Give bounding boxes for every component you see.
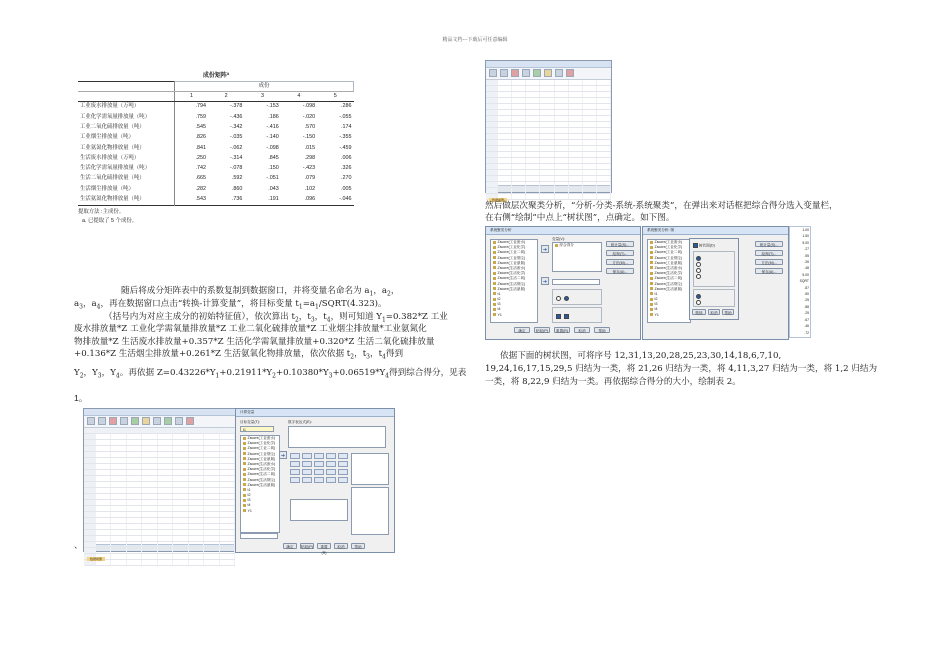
- matrix-cell: .043: [268, 185, 279, 192]
- variable-list-item[interactable]: t3: [648, 302, 690, 307]
- variable-list-item[interactable]: Zscore(生活化学): [648, 271, 690, 276]
- variable-list-item[interactable]: Zscore(生活氨氮): [648, 287, 690, 292]
- keypad-key[interactable]: [302, 469, 312, 475]
- matrix-cell: .298: [304, 154, 316, 161]
- matrix-cell: .186: [268, 113, 279, 120]
- matrix-cell: -.062: [230, 144, 243, 151]
- cluster-paste-button[interactable]: 粘贴(P): [534, 327, 550, 333]
- data-view-tab[interactable]: 数据视图: [87, 557, 105, 561]
- matrix-col-header: 3: [244, 92, 280, 102]
- variable-list-item[interactable]: Y1: [491, 313, 537, 318]
- keypad-key[interactable]: [326, 477, 336, 483]
- variable-list-item[interactable]: Zscore(工业烟尘): [491, 256, 537, 261]
- matrix-row-label: 工业二氧化硫排放量（吨）: [78, 123, 175, 133]
- keypad-key[interactable]: [302, 477, 312, 483]
- keypad-key[interactable]: [326, 469, 336, 475]
- variable-list-item[interactable]: Zscore(生活废水): [241, 462, 279, 467]
- variable-list-item[interactable]: Zscore(工业废水): [648, 240, 690, 245]
- variable-list-item[interactable]: Zscore(工业烟尘): [241, 452, 279, 457]
- paste-button[interactable]: 粘贴(P): [301, 545, 313, 549]
- side-number: .27: [804, 247, 809, 252]
- matrix-note-method: 提取方法 :主成份。: [78, 208, 125, 215]
- weight-icon[interactable]: [175, 417, 183, 425]
- expression-label: 数字表达式(E):: [288, 420, 312, 424]
- dendrogram-checkbox[interactable]: [693, 243, 698, 248]
- matrix-cell: .543: [195, 196, 206, 203]
- goto-icon-right[interactable]: [533, 69, 541, 77]
- data-grid-right[interactable]: [486, 80, 611, 185]
- keypad-key[interactable]: [314, 461, 324, 467]
- variable-list-item[interactable]: t4: [491, 307, 537, 312]
- paragraph-formula-line2: 废水排放量*Z 工业化学需氧量排放量*Z 工业二氧化硫排放量*Z 工业烟尘排放量*工业氨氮化: [74, 324, 427, 334]
- matrix-row: [78, 123, 354, 133]
- keypad-key[interactable]: [326, 461, 336, 467]
- variable-list-item[interactable]: Zscore(工业废水): [241, 436, 279, 441]
- matrix-row-label: 生活二氧化硫排放量（吨）: [78, 174, 175, 184]
- matrix-cell: .742: [195, 165, 206, 172]
- matrix-cell: -.423: [302, 165, 316, 172]
- matrix-cell: .826: [195, 134, 206, 141]
- keypad-key[interactable]: [314, 453, 324, 459]
- cluster-reset-button[interactable]: 重置(R): [555, 329, 569, 333]
- matrix-group-header: 成份: [175, 82, 354, 92]
- variable-list-item[interactable]: Zscore(生活烟尘): [491, 282, 537, 287]
- matrix-cell: .079: [304, 175, 316, 182]
- component-matrix: [78, 70, 354, 226]
- compute-variable-dialog: [235, 408, 395, 553]
- variable-list-item[interactable]: Y1: [241, 509, 279, 514]
- side-number: .87: [804, 285, 809, 290]
- variable-list-item[interactable]: Zscore(工业二氧): [241, 446, 279, 451]
- keypad-key[interactable]: [290, 469, 300, 475]
- variable-list-item[interactable]: Zscore(生活废水): [648, 266, 690, 271]
- side-number: 5.00: [802, 240, 809, 245]
- cluster-plots-dialog: [642, 226, 789, 340]
- matrix-cell: -.314: [230, 154, 243, 161]
- orientation-group: [693, 289, 735, 307]
- matrix-cell: -.078: [230, 165, 243, 172]
- matrix-cell: .860: [231, 185, 243, 192]
- paragraph-cluster-line2: 在右侧“绘制”中点上“树状图”，点确定。如下图。: [485, 213, 675, 223]
- variable-list-item[interactable]: Zscore(工业烟尘): [648, 256, 690, 261]
- stray-mark: 、: [74, 541, 83, 551]
- keypad-key[interactable]: [302, 461, 312, 467]
- variable-list-item[interactable]: Zscore(工业二氧): [491, 250, 537, 255]
- save-button[interactable]: 保存(A)...: [606, 268, 634, 274]
- variable-list-item[interactable]: t1: [648, 292, 690, 297]
- matrix-cell: -.035: [230, 134, 243, 141]
- matrix-row-label: 生活烟尘排放量（吨）: [78, 184, 175, 194]
- compute-dialog-title: 计算变量: [236, 409, 394, 417]
- matrix-row-label: 工业烟尘排放量（吨）: [78, 133, 175, 143]
- spss-data-window-right: [485, 60, 612, 202]
- paragraph-dendrogram-line1: 依据下面的树状图，可将序号 12,31,13,20,28,25,23,30,14,18,6,7,10,: [500, 351, 782, 361]
- side-number: .67: [804, 317, 809, 322]
- side-number: .50: [804, 292, 809, 297]
- matrix-cell: .096: [304, 196, 316, 203]
- matrix-cell: .794: [195, 103, 206, 110]
- matrix-row: [78, 143, 354, 153]
- matrix-cell: .250: [195, 154, 206, 161]
- variable-list-item[interactable]: Zscore(生活二氧): [241, 472, 279, 477]
- find-icon-right[interactable]: [555, 69, 563, 77]
- matrix-cell: .102: [304, 185, 316, 192]
- variable-list-item[interactable]: Zscore(工业氨氮): [241, 457, 279, 462]
- label-cases-field[interactable]: [552, 279, 600, 285]
- variable-list-item[interactable]: Zscore(工业氨氮): [491, 261, 537, 266]
- keypad-key[interactable]: [338, 469, 348, 475]
- variable-list-item[interactable]: Zscore(生活废水): [491, 266, 537, 271]
- keypad-key[interactable]: [338, 453, 348, 459]
- matrix-row: [78, 153, 354, 163]
- side-number: .46: [804, 324, 809, 329]
- matrix-cell: -.055: [339, 113, 352, 120]
- variable-list-item[interactable]: Zscore(工业废水): [491, 240, 537, 245]
- paragraph-formula-line1: （括号内为对应主成分的初始特征值），依次算出 $t_2$，$t_3$，$t_4$，则可知道 $Y_1=0.382*Z$ 工业: [104, 312, 448, 324]
- matrix-row: [78, 112, 354, 122]
- variable-list-item[interactable]: Zscore(生活二氧): [648, 276, 690, 281]
- display-group: [552, 307, 602, 323]
- move-to-label-icon[interactable]: ➜: [542, 279, 548, 285]
- undo-icon[interactable]: [120, 417, 128, 425]
- cluster-help-button[interactable]: 帮助: [594, 327, 610, 333]
- data-view-tab-right[interactable]: 数据视图: [489, 198, 507, 202]
- grid-row[interactable]: [84, 560, 235, 566]
- paragraph-cluster-line1: 然后做层次聚类分析，“分析-分类-系统-系统聚类”，在弹出来对话框把综合得分选入变量栏，: [485, 201, 838, 211]
- keypad-key[interactable]: [338, 461, 348, 467]
- matrix-row: [78, 195, 354, 206]
- matrix-cell: -.342: [230, 123, 243, 130]
- matrix-cell: .005: [341, 185, 352, 192]
- side-number: 1.50: [802, 234, 809, 239]
- side-number: .88: [804, 304, 809, 309]
- print-icon[interactable]: [109, 417, 117, 425]
- print-icon-right[interactable]: [511, 69, 519, 77]
- matrix-cell: .326: [341, 165, 352, 172]
- dendrogram-label: 树状图(D): [699, 243, 715, 248]
- background-grid-column: [789, 226, 811, 338]
- matrix-cell: .006: [341, 154, 352, 161]
- keypad-key[interactable]: [314, 469, 324, 475]
- save-button-bg: 保存(A)...: [755, 268, 783, 274]
- help-button[interactable]: 帮助: [351, 543, 365, 549]
- variable-list-item[interactable]: t1: [491, 292, 537, 297]
- variable-list-item[interactable]: Zscore(生活化学): [491, 271, 537, 276]
- variable-list-item[interactable]: Zscore(生活氨氮): [491, 287, 537, 292]
- variable-list-item[interactable]: Zscore(工业氨氮): [648, 261, 690, 266]
- matrix-cell: -.051: [266, 175, 279, 182]
- variable-list-item[interactable]: Zscore(生活化学): [241, 467, 279, 472]
- matrix-title: 成份矩阵ª: [202, 73, 230, 79]
- plots-cancel-button[interactable]: 取消: [708, 309, 720, 315]
- reset-button[interactable]: 重置(R): [317, 543, 331, 549]
- plots-button-bg: 绘制(T)...: [755, 250, 783, 256]
- variable-list-item[interactable]: Zscore(工业二氧): [648, 250, 690, 255]
- keypad-key[interactable]: [326, 453, 336, 459]
- plots-dialog-title: 系统聚类分析: 图: [643, 227, 788, 235]
- data-grid[interactable]: [84, 428, 235, 544]
- cluster-dialog-title: 系统聚类分析: [486, 227, 640, 235]
- side-number: .55: [804, 253, 809, 258]
- move-arrow-icon[interactable]: ➜: [280, 453, 286, 459]
- variable-list-item[interactable]: t3: [241, 498, 279, 503]
- spss-data-window: [83, 408, 236, 561]
- matrix-cell: -.046: [339, 196, 352, 203]
- matrix-row: [78, 102, 354, 113]
- undo-icon-right[interactable]: [522, 69, 530, 77]
- matrix-cell: .570: [304, 123, 316, 130]
- variables-icon-right[interactable]: [544, 69, 552, 77]
- paragraph-dendrogram-line3: 一类，将 8,22,9 归结为一类。再依据综合得分的大小，绘制表 2。: [485, 377, 741, 387]
- method-button[interactable]: 方法(M)...: [606, 259, 634, 265]
- paragraph-dendrogram-line2: 19,24,16,17,15,29,5 归结为一类，将 21,26 归结为一类，将 4,11,3,27 归结为一类，将 1,2 归结为: [485, 364, 878, 374]
- matrix-cell: .191: [268, 196, 279, 203]
- continue-button[interactable]: 继续: [692, 309, 706, 315]
- keypad-key[interactable]: [314, 477, 324, 483]
- matrix-cell: -.020: [302, 113, 316, 120]
- variable-list-item[interactable]: Zscore(生活氨氮): [241, 483, 279, 488]
- matrix-cell: .665: [195, 175, 206, 182]
- side-number: .25: [804, 311, 809, 316]
- matrix-cell: .286: [341, 103, 352, 110]
- matrix-row: [78, 174, 354, 184]
- matrix-row-label: 生活废水排放量（万吨）: [78, 153, 175, 163]
- paragraph-formula-line3: 物排放量*Z 生活废水排放量+0.357*Z 生活化学需氧量排放量+0.320*Z 生活二氧化硫排放量: [74, 337, 435, 347]
- matrix-cell: -.098: [266, 144, 279, 151]
- function-description: [290, 499, 348, 521]
- save-icon-right[interactable]: [500, 69, 508, 77]
- matrix-row-label: 生活氨氮化物排放量（吨）: [78, 195, 175, 206]
- variable-list-item[interactable]: Zscore(工业化学): [491, 245, 537, 250]
- select-icon-right[interactable]: [566, 69, 574, 77]
- side-number: 1.00: [802, 228, 809, 232]
- open-icon-right[interactable]: [489, 69, 497, 77]
- side-number: .26: [804, 260, 809, 265]
- ok-button[interactable]: 确定: [283, 543, 297, 549]
- matrix-cell: .845: [268, 154, 279, 161]
- cluster-ok-button[interactable]: 确定: [514, 327, 530, 333]
- select-icon[interactable]: [186, 417, 194, 425]
- matrix-cell: .592: [231, 175, 243, 182]
- function-list[interactable]: [351, 487, 389, 535]
- variable-list-item[interactable]: Zscore(生活二氧): [491, 276, 537, 281]
- variable-list[interactable]: [240, 435, 280, 533]
- matrix-cell: -.098: [302, 103, 316, 110]
- matrix-table: [78, 81, 354, 206]
- page-header: 精品文档---下载后可任意编辑: [442, 37, 508, 43]
- cluster-cancel-button[interactable]: 取消: [574, 327, 590, 333]
- matrix-cell: .015: [304, 144, 316, 151]
- matrix-cell: .841: [195, 144, 206, 151]
- matrix-col-header: 1: [175, 92, 208, 102]
- matrix-cell: .174: [341, 123, 352, 130]
- hierarchical-cluster-dialog: [485, 226, 641, 340]
- matrix-cell: -.150: [302, 134, 316, 141]
- icicle-group: [693, 251, 735, 287]
- keypad-key[interactable]: [302, 453, 312, 459]
- variable-list-item[interactable]: Zscore(工业化学): [241, 441, 279, 446]
- plots-panel: [689, 238, 739, 320]
- statistics-button-bg: 统计量(S)...: [755, 241, 783, 247]
- paragraph-copy-coefficients: 随后将成分矩阵表中的系数复制到数据窗口，并将变量名命名为 $a_1$，$a_2$，: [121, 286, 400, 298]
- keypad-key[interactable]: [290, 453, 300, 459]
- keypad-key[interactable]: [338, 477, 348, 483]
- expression-input[interactable]: [288, 426, 386, 448]
- variable-list-item[interactable]: t1: [241, 488, 279, 493]
- matrix-row: [78, 184, 354, 194]
- find-icon[interactable]: [153, 417, 161, 425]
- method-button-bg: 方法(M)...: [755, 259, 783, 265]
- variable-list-item[interactable]: t2: [648, 297, 690, 302]
- matrix-row-label: 生活化学需氧量排放量（吨）: [78, 164, 175, 174]
- matrix-cell: .150: [268, 165, 279, 172]
- variable-list-item[interactable]: t4: [648, 307, 690, 312]
- matrix-row: [78, 164, 354, 174]
- paragraph-formula-line4: +0.136*Z 生活烟尘排放量+0.261*Z 生活氨氧化物排放量，依次依据 $t_2$，$t_3$，$t_4$得到: [74, 349, 404, 361]
- plots-button[interactable]: 绘制(T)...: [606, 250, 634, 256]
- matrix-cell: .736: [231, 196, 243, 203]
- variables-label: 变量(V):: [552, 237, 565, 241]
- side-number: SQRT: [799, 279, 809, 284]
- matrix-row: [78, 133, 354, 143]
- matrix-cell: -.355: [339, 134, 352, 141]
- matrix-row-label: 工业废水排放量（万吨）: [78, 102, 175, 113]
- if-condition-field[interactable]: [240, 533, 278, 539]
- move-to-variables-icon[interactable]: ➜: [542, 247, 548, 253]
- side-number: 5.00: [802, 272, 809, 277]
- variable-list-item[interactable]: Zscore(工业化学): [648, 245, 690, 250]
- matrix-cell: -.459: [339, 144, 352, 151]
- matrix-row-label: 工业氨氮化物排放量（吨）: [78, 143, 175, 153]
- variables-icon[interactable]: [142, 417, 150, 425]
- paragraph-formula-line6: 1。: [74, 393, 88, 403]
- goto-icon[interactable]: [131, 417, 139, 425]
- statistics-button[interactable]: 统计量(S)...: [606, 241, 634, 247]
- split-icon[interactable]: [164, 417, 172, 425]
- keypad-key[interactable]: [290, 477, 300, 483]
- variable-list-item[interactable]: t2: [241, 493, 279, 498]
- background-variable-list: [647, 239, 691, 323]
- matrix-cell: .545: [195, 123, 206, 130]
- function-group-list[interactable]: [351, 453, 389, 485]
- cluster-group: [552, 289, 602, 305]
- plots-help-button[interactable]: 帮助: [722, 309, 734, 315]
- cluster-variable-list[interactable]: [490, 239, 538, 323]
- side-number: .72: [804, 330, 809, 335]
- window-titlebar: [84, 409, 235, 416]
- side-number: .48: [804, 266, 809, 271]
- variable-list-item[interactable]: t3: [491, 302, 537, 307]
- target-variable-label: 目标变量(T):: [240, 420, 260, 424]
- variable-list-item[interactable]: t2: [491, 297, 537, 302]
- variable-list-item[interactable]: t4: [241, 503, 279, 508]
- matrix-cell: -.153: [266, 103, 279, 110]
- matrix-col-header: 2: [208, 92, 244, 102]
- matrix-cell: -.140: [266, 134, 279, 141]
- matrix-col-header: 5: [317, 92, 353, 102]
- cancel-button[interactable]: 取消: [334, 543, 348, 549]
- matrix-row-label: 工业化学需氧量排放量（吨）: [78, 112, 175, 122]
- side-number: .25: [804, 298, 809, 303]
- matrix-cell: .270: [341, 175, 352, 182]
- paragraph-compute-variable: $a_3$，$a_4$，再在数据窗口点击“转换-计算变量”，将目标变量 $t_1=a_1/SQRT(4.323)$。: [74, 299, 387, 311]
- variable-list-item[interactable]: Zscore(生活烟尘): [241, 478, 279, 483]
- matrix-cell: .759: [195, 113, 206, 120]
- matrix-cell: .282: [195, 185, 206, 192]
- matrix-col-header: 4: [281, 92, 317, 102]
- matrix-cell: -.436: [230, 113, 243, 120]
- variable-list-item[interactable]: Zscore(生活烟尘): [648, 282, 690, 287]
- window-toolbar: [84, 416, 235, 428]
- target-variable-input[interactable]: t1: [240, 426, 274, 432]
- window-toolbar-right: [486, 68, 611, 80]
- selected-variables-list[interactable]: 综合得分: [552, 242, 602, 272]
- matrix-note-extracted: a. 已提取了 5 个成份。: [82, 217, 138, 224]
- open-icon[interactable]: [87, 417, 95, 425]
- variable-list-item[interactable]: Y1: [648, 313, 690, 318]
- calculator-keypad: [290, 453, 348, 483]
- paragraph-formula-line5: $Y_2$，$Y_3$，$Y_4$。再依据 $Z=0.43226*Y_1+0.21911*Y_2+0.10380*Y_3+0.06519*Y_4$得到综合得分，见表: [74, 367, 467, 380]
- matrix-cell: -.378: [230, 103, 243, 110]
- keypad-key[interactable]: [290, 461, 300, 467]
- matrix-cell: -.416: [266, 123, 279, 130]
- save-icon[interactable]: [98, 417, 106, 425]
